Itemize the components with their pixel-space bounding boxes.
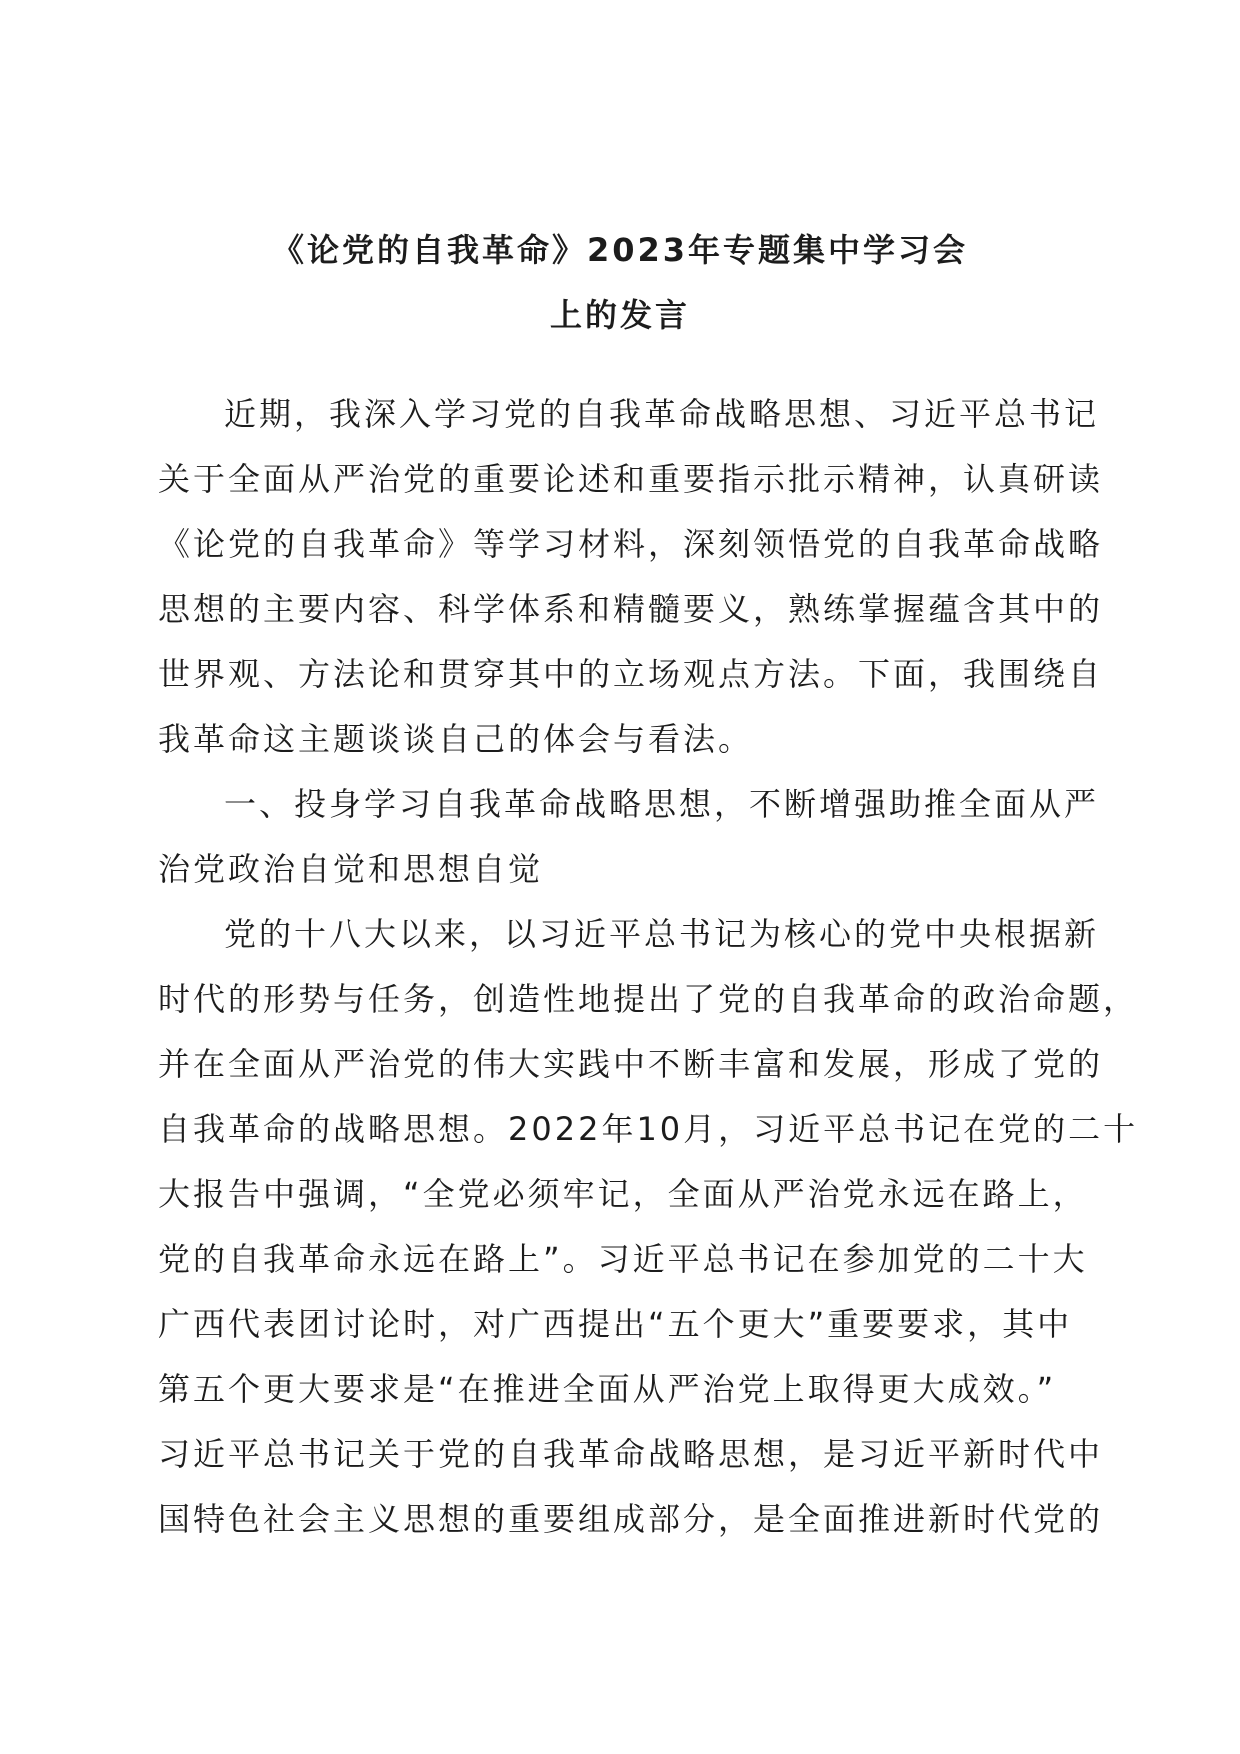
- paragraph-line: 《论党的自我革命》等学习材料，深刻领悟党的自我革命战略: [158, 525, 1104, 563]
- paragraph-line: 关于全面从严治党的重要论述和重要指示批示精神，认真研读: [158, 460, 1104, 498]
- paragraph-line: 大报告中强调，“全党必须牢记，全面从严治党永远在路上，: [158, 1175, 1088, 1213]
- title-line: 上的发言: [549, 296, 690, 334]
- paragraph-line: 时代的形势与任务，创造性地提出了党的自我革命的政治命题，: [158, 980, 1139, 1018]
- paragraph-line: 国特色社会主义思想的重要组成部分，是全面推进新时代党的: [158, 1500, 1104, 1538]
- paragraph-line: 思想的主要内容、科学体系和精髓要义，熟练掌握蕴含其中的: [158, 590, 1104, 628]
- paragraph-line: 我革命这主题谈谈自己的体会与看法。: [158, 720, 754, 758]
- paragraph-line: 党的十八大以来，以习近平总书记为核心的党中央根据新: [224, 915, 1100, 953]
- title-line: 《论党的自我革命》2023年专题集中学习会: [271, 231, 969, 269]
- section-heading-line: 治党政治自觉和思想自觉: [158, 850, 544, 888]
- document-body: [158, 382, 1139, 1552]
- paragraph-line: 广西代表团讨论时，对广西提出“五个更大”重要要求，其中: [158, 1305, 1073, 1343]
- paragraph-line: 第五个更大要求是“在推进全面从严治党上取得更大成效。”: [158, 1370, 1057, 1408]
- section-heading-line: 一、投身学习自我革命战略思想，不断增强助推全面从严: [224, 785, 1100, 823]
- document-title: [150, 218, 1090, 348]
- paragraph-line: 自我革命的战略思想。2022年10月，习近平总书记在党的二十: [158, 1110, 1139, 1148]
- paragraph-line: 习近平总书记关于党的自我革命战略思想，是习近平新时代中: [158, 1435, 1104, 1473]
- paragraph-line: 党的自我革命永远在路上”。习近平总书记在参加党的二十大: [158, 1240, 1088, 1278]
- paragraph-line: 并在全面从严治党的伟大实践中不断丰富和发展，形成了党的: [158, 1045, 1104, 1083]
- paragraph-line: 世界观、方法论和贯穿其中的立场观点方法。下面，我围绕自: [158, 655, 1104, 693]
- paragraph-line: 近期，我深入学习党的自我革命战略思想、习近平总书记: [224, 395, 1100, 433]
